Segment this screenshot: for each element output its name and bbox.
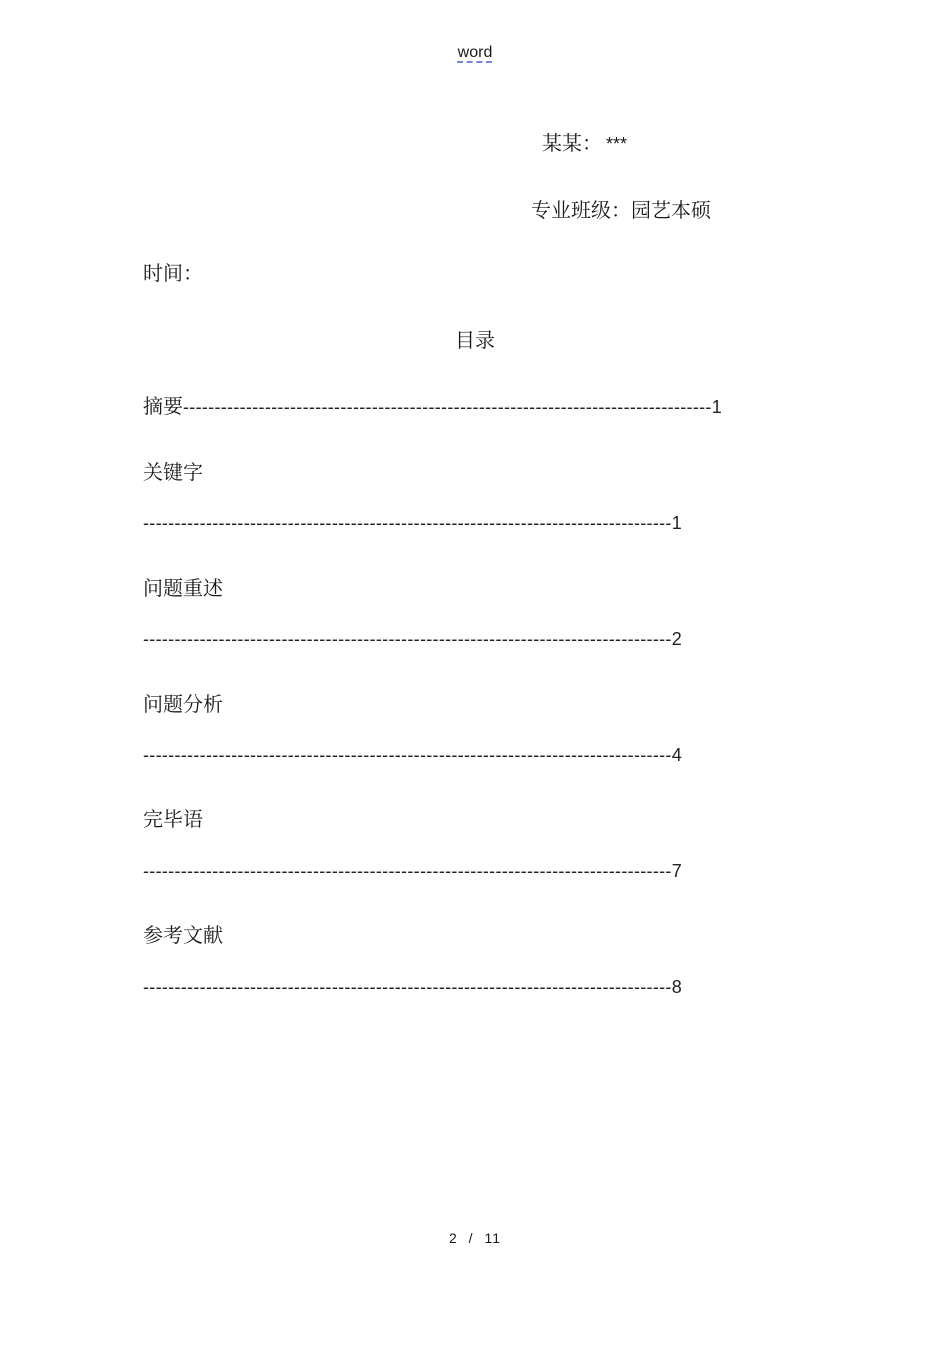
page-footer xyxy=(0,1230,950,1246)
toc-entry-references-line xyxy=(143,975,682,999)
author-value: *** xyxy=(606,134,628,154)
page-number-separator: / xyxy=(468,1230,474,1246)
toc-entry-abstract xyxy=(143,394,722,419)
toc-entry-analysis-line xyxy=(143,743,682,767)
toc-entry-references-label: 参考文献 xyxy=(143,923,223,947)
header-word-label: word xyxy=(457,44,493,61)
toc-entry-page: 2 xyxy=(671,629,683,649)
toc-title: 目录 xyxy=(455,328,495,352)
toc-entry-page: 1 xyxy=(671,513,683,533)
author-line xyxy=(542,131,627,156)
toc-entry-keywords-label: 关键字 xyxy=(143,460,203,484)
major-value: 园艺本硕 xyxy=(631,198,711,222)
toc-entry-leader: ------------------------------------------------------------------------------------ xyxy=(143,629,672,649)
author-label: 某某： xyxy=(542,131,602,155)
toc-entry-leader: ------------------------------------------------------------------------------------ xyxy=(143,977,672,997)
major-label: 专业班级： xyxy=(531,198,631,222)
toc-entry-conclusion-line xyxy=(143,859,682,883)
toc-entry-page: 8 xyxy=(671,977,683,997)
toc-entry-analysis-label: 问题分析 xyxy=(143,692,223,716)
toc-entry-restatement-label: 问题重述 xyxy=(143,576,223,600)
page-number-total: 11 xyxy=(484,1230,501,1246)
toc-entry-page: 7 xyxy=(671,861,683,881)
time-line xyxy=(143,261,203,285)
toc-entry-restatement-line xyxy=(143,627,682,651)
toc-entry-leader: ------------------------------------------------------------------------------------ xyxy=(183,397,712,417)
toc-entry-label: 摘要 xyxy=(143,394,183,418)
toc-entry-leader: ------------------------------------------------------------------------------------ xyxy=(143,745,672,765)
page-header xyxy=(0,44,950,62)
toc-entry-conclusion-label: 完毕语 xyxy=(143,807,203,831)
time-label: 时间： xyxy=(143,261,203,285)
toc-entry-leader: ------------------------------------------------------------------------------------ xyxy=(143,513,672,533)
toc-entry-leader: ------------------------------------------------------------------------------------ xyxy=(143,861,672,881)
toc-entry-page: 4 xyxy=(671,745,683,765)
toc-entry-keywords-line xyxy=(143,511,682,535)
major-line xyxy=(531,198,711,222)
page-number-current: 2 xyxy=(448,1230,458,1246)
toc-entry-page: 1 xyxy=(711,397,723,417)
